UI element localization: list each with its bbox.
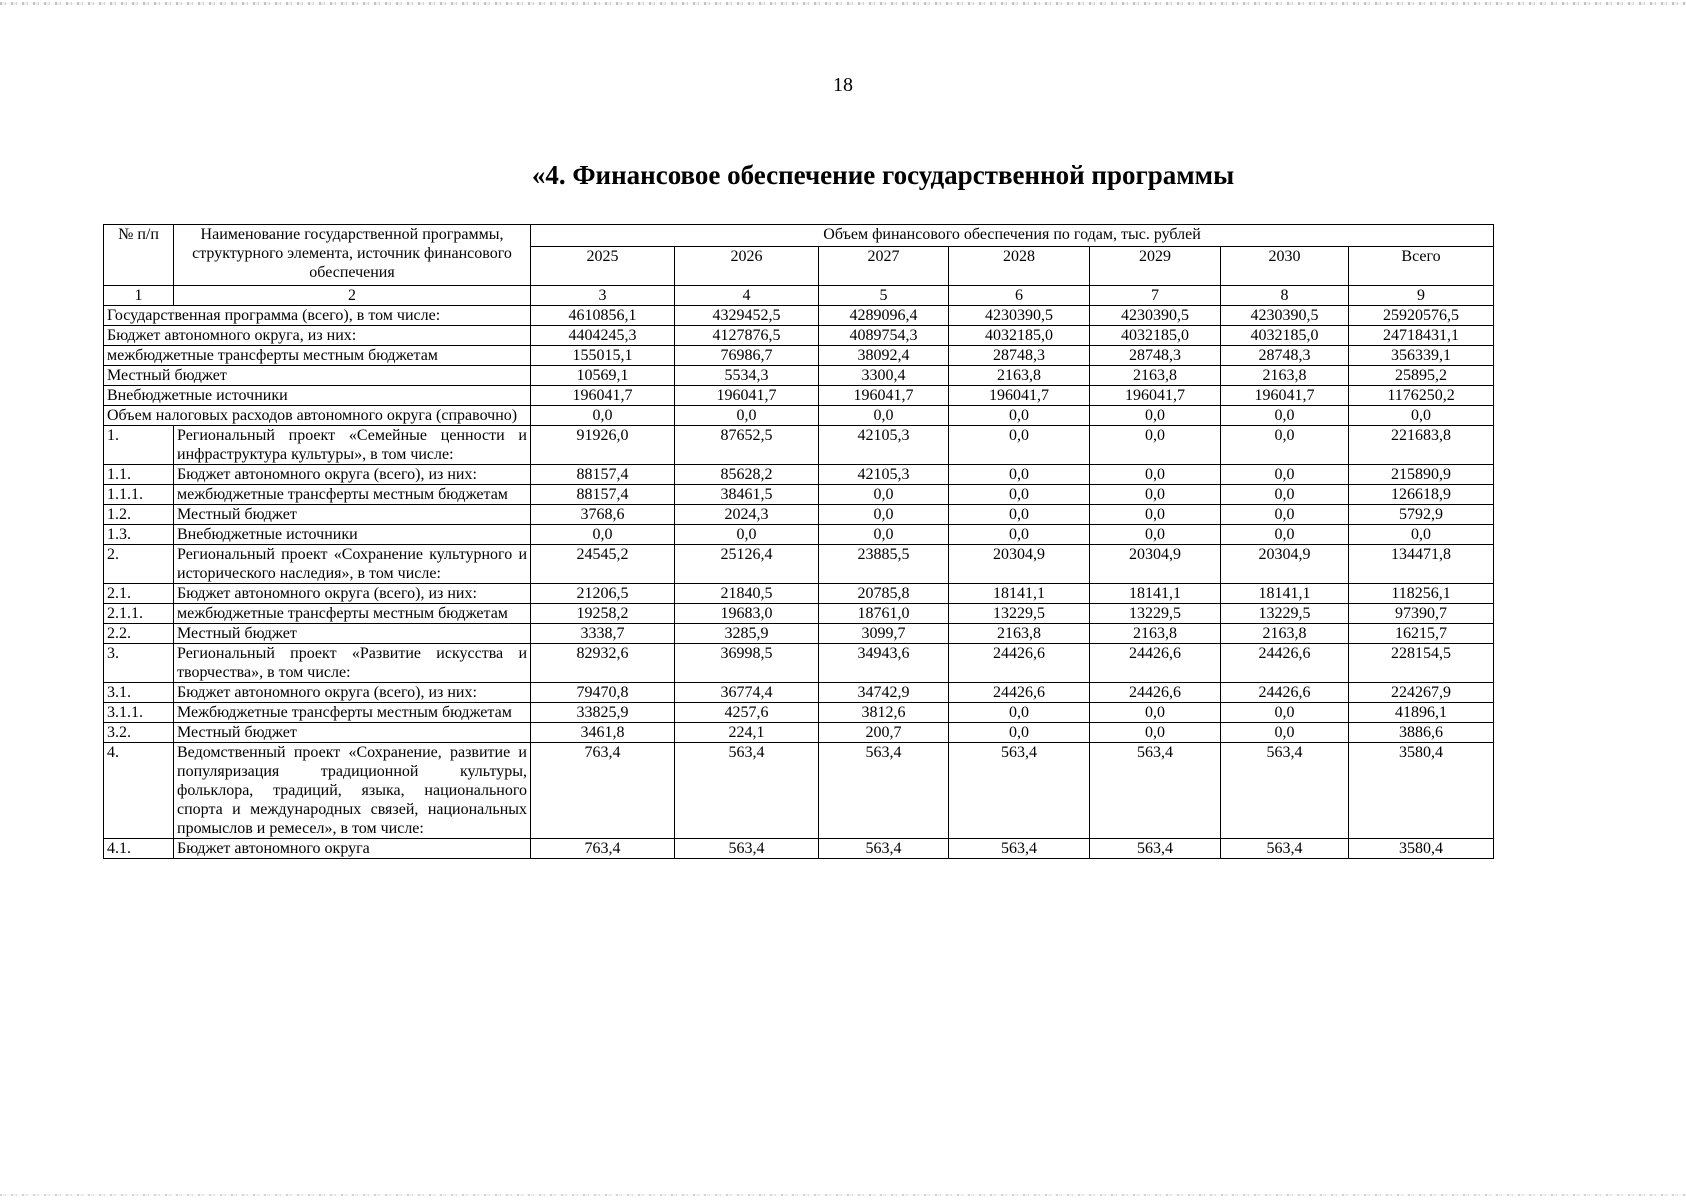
row-value: 126618,9 bbox=[1349, 485, 1494, 505]
table-column-numbers-row bbox=[104, 286, 1494, 306]
row-value: 0,0 bbox=[1090, 525, 1221, 545]
summary-value: 76986,7 bbox=[675, 346, 819, 366]
row-value: 563,4 bbox=[675, 839, 819, 859]
row-value: 0,0 bbox=[1221, 525, 1349, 545]
row-value: 24426,6 bbox=[949, 683, 1090, 703]
summary-value: 4032185,0 bbox=[949, 326, 1090, 346]
row-value: 3338,7 bbox=[531, 624, 675, 644]
row-value: 0,0 bbox=[949, 485, 1090, 505]
summary-value: 4610856,1 bbox=[531, 306, 675, 326]
row-value: 763,4 bbox=[531, 839, 675, 859]
table-row bbox=[104, 584, 1494, 604]
row-number: 1.2. bbox=[104, 505, 174, 525]
row-value: 0,0 bbox=[819, 485, 949, 505]
row-value: 563,4 bbox=[949, 743, 1090, 839]
row-value: 2163,8 bbox=[1090, 624, 1221, 644]
row-value: 134471,8 bbox=[1349, 545, 1494, 584]
row-value: 563,4 bbox=[1090, 743, 1221, 839]
summary-value: 38092,4 bbox=[819, 346, 949, 366]
row-value: 20304,9 bbox=[1090, 545, 1221, 584]
row-number: 3. bbox=[104, 644, 174, 683]
row-value: 224267,9 bbox=[1349, 683, 1494, 703]
row-number: 3.1.1. bbox=[104, 703, 174, 723]
row-number: 1.1. bbox=[104, 465, 174, 485]
summary-value: 25895,2 bbox=[1349, 366, 1494, 386]
header-year-2: 2027 bbox=[819, 247, 949, 286]
table-row bbox=[104, 723, 1494, 743]
row-value: 0,0 bbox=[949, 703, 1090, 723]
summary-value: 0,0 bbox=[1090, 406, 1221, 426]
row-value: 118256,1 bbox=[1349, 584, 1494, 604]
summary-value: 28748,3 bbox=[1221, 346, 1349, 366]
header-year-0: 2025 bbox=[531, 247, 675, 286]
row-value: 0,0 bbox=[1090, 465, 1221, 485]
row-name: Местный бюджет bbox=[174, 505, 531, 525]
row-value: 87652,5 bbox=[675, 426, 819, 465]
row-value: 23885,5 bbox=[819, 545, 949, 584]
summary-value: 4032185,0 bbox=[1221, 326, 1349, 346]
row-value: 0,0 bbox=[1221, 723, 1349, 743]
column-number-2: 2 bbox=[174, 286, 531, 306]
summary-value: 4089754,3 bbox=[819, 326, 949, 346]
summary-value: 4230390,5 bbox=[1221, 306, 1349, 326]
row-value: 0,0 bbox=[1221, 426, 1349, 465]
row-value: 563,4 bbox=[1221, 839, 1349, 859]
table-row bbox=[104, 485, 1494, 505]
row-number: 4.1. bbox=[104, 839, 174, 859]
row-value: 18761,0 bbox=[819, 604, 949, 624]
row-value: 24426,6 bbox=[949, 644, 1090, 683]
row-value: 563,4 bbox=[675, 743, 819, 839]
summary-value: 28748,3 bbox=[949, 346, 1090, 366]
summary-value: 4404245,3 bbox=[531, 326, 675, 346]
row-number: 1.1.1. bbox=[104, 485, 174, 505]
summary-value: 196041,7 bbox=[1090, 386, 1221, 406]
row-value: 0,0 bbox=[819, 505, 949, 525]
table-row bbox=[104, 465, 1494, 485]
header-year-3: 2028 bbox=[949, 247, 1090, 286]
column-number-8: 8 bbox=[1221, 286, 1349, 306]
row-value: 36774,4 bbox=[675, 683, 819, 703]
row-value: 20304,9 bbox=[949, 545, 1090, 584]
summary-row bbox=[104, 406, 1494, 426]
row-value: 0,0 bbox=[1221, 485, 1349, 505]
row-value: 563,4 bbox=[1090, 839, 1221, 859]
row-value: 13229,5 bbox=[1090, 604, 1221, 624]
row-value: 38461,5 bbox=[675, 485, 819, 505]
row-value: 13229,5 bbox=[1221, 604, 1349, 624]
header-num: № п/п bbox=[104, 225, 174, 286]
summary-value: 4032185,0 bbox=[1090, 326, 1221, 346]
summary-value: 0,0 bbox=[675, 406, 819, 426]
row-value: 34742,9 bbox=[819, 683, 949, 703]
row-value: 0,0 bbox=[1090, 505, 1221, 525]
row-value: 21206,5 bbox=[531, 584, 675, 604]
summary-value: 196041,7 bbox=[949, 386, 1090, 406]
row-value: 24426,6 bbox=[1221, 683, 1349, 703]
row-value: 42105,3 bbox=[819, 426, 949, 465]
row-value: 0,0 bbox=[1221, 505, 1349, 525]
row-value: 41896,1 bbox=[1349, 703, 1494, 723]
summary-value: 4127876,5 bbox=[675, 326, 819, 346]
summary-value: 0,0 bbox=[531, 406, 675, 426]
header-group: Объем финансового обеспечения по годам, тыс. рублей bbox=[531, 225, 1494, 247]
summary-value: 4230390,5 bbox=[949, 306, 1090, 326]
column-number-5: 5 bbox=[819, 286, 949, 306]
row-value: 97390,7 bbox=[1349, 604, 1494, 624]
row-value: 18141,1 bbox=[1090, 584, 1221, 604]
summary-value: 0,0 bbox=[1221, 406, 1349, 426]
row-value: 3099,7 bbox=[819, 624, 949, 644]
row-name: Бюджет автономного округа (всего), из них: bbox=[174, 465, 531, 485]
row-name: Бюджет автономного округа (всего), из них: bbox=[174, 683, 531, 703]
summary-row bbox=[104, 366, 1494, 386]
table-row bbox=[104, 545, 1494, 584]
row-name: Региональный проект «Семейные ценности и инфраструктура культуры», в том числе: bbox=[174, 426, 531, 465]
summary-row-name: Внебюджетные источники bbox=[104, 386, 531, 406]
row-value: 82932,6 bbox=[531, 644, 675, 683]
row-value: 24426,6 bbox=[1090, 683, 1221, 703]
table-row bbox=[104, 683, 1494, 703]
header-year-6: Всего bbox=[1349, 247, 1494, 286]
row-name: Межбюджетные трансферты местным бюджетам bbox=[174, 703, 531, 723]
row-value: 21840,5 bbox=[675, 584, 819, 604]
table-row bbox=[104, 743, 1494, 839]
row-value: 0,0 bbox=[1090, 723, 1221, 743]
table-row bbox=[104, 839, 1494, 859]
row-value: 3461,8 bbox=[531, 723, 675, 743]
summary-value: 5534,3 bbox=[675, 366, 819, 386]
row-name: межбюджетные трансферты местным бюджетам bbox=[174, 485, 531, 505]
table-row bbox=[104, 624, 1494, 644]
table-header-row-1 bbox=[104, 225, 1494, 247]
row-number: 3.1. bbox=[104, 683, 174, 703]
row-value: 763,4 bbox=[531, 743, 675, 839]
summary-row-name: Местный бюджет bbox=[104, 366, 531, 386]
row-value: 20785,8 bbox=[819, 584, 949, 604]
summary-value: 4230390,5 bbox=[1090, 306, 1221, 326]
row-value: 0,0 bbox=[949, 465, 1090, 485]
row-value: 91926,0 bbox=[531, 426, 675, 465]
row-name: Местный бюджет bbox=[174, 624, 531, 644]
table-row bbox=[104, 644, 1494, 683]
column-number-9: 9 bbox=[1349, 286, 1494, 306]
summary-value: 2163,8 bbox=[949, 366, 1090, 386]
column-number-1: 1 bbox=[104, 286, 174, 306]
row-number: 2. bbox=[104, 545, 174, 584]
summary-value: 25920576,5 bbox=[1349, 306, 1494, 326]
row-value: 4257,6 bbox=[675, 703, 819, 723]
column-number-7: 7 bbox=[1090, 286, 1221, 306]
header-year-5: 2030 bbox=[1221, 247, 1349, 286]
summary-value: 356339,1 bbox=[1349, 346, 1494, 366]
row-value: 24426,6 bbox=[1090, 644, 1221, 683]
summary-value: 2163,8 bbox=[1090, 366, 1221, 386]
row-value: 0,0 bbox=[675, 525, 819, 545]
summary-row-name: Объем налоговых расходов автономного округа (справочно) bbox=[104, 406, 531, 426]
summary-value: 10569,1 bbox=[531, 366, 675, 386]
row-value: 3580,4 bbox=[1349, 743, 1494, 839]
row-name: Внебюджетные источники bbox=[174, 525, 531, 545]
row-value: 5792,9 bbox=[1349, 505, 1494, 525]
column-number-6: 6 bbox=[949, 286, 1090, 306]
row-value: 563,4 bbox=[819, 743, 949, 839]
summary-row bbox=[104, 386, 1494, 406]
summary-row bbox=[104, 326, 1494, 346]
row-value: 0,0 bbox=[1090, 485, 1221, 505]
summary-value: 0,0 bbox=[949, 406, 1090, 426]
row-value: 215890,9 bbox=[1349, 465, 1494, 485]
row-value: 13229,5 bbox=[949, 604, 1090, 624]
row-value: 2163,8 bbox=[1221, 624, 1349, 644]
summary-value: 196041,7 bbox=[675, 386, 819, 406]
table-row bbox=[104, 426, 1494, 465]
header-name: Наименование государственной программы, структурного элемента, источник финансового обеспечения bbox=[174, 225, 531, 286]
row-number: 3.2. bbox=[104, 723, 174, 743]
row-value: 0,0 bbox=[949, 426, 1090, 465]
row-value: 0,0 bbox=[819, 525, 949, 545]
column-number-3: 3 bbox=[531, 286, 675, 306]
row-name: межбюджетные трансферты местным бюджетам bbox=[174, 604, 531, 624]
row-value: 88157,4 bbox=[531, 465, 675, 485]
row-number: 2.1. bbox=[104, 584, 174, 604]
row-value: 0,0 bbox=[1221, 465, 1349, 485]
row-value: 563,4 bbox=[1221, 743, 1349, 839]
table-row bbox=[104, 604, 1494, 624]
row-name: Ведомственный проект «Сохранение, развитие и популяризация традиционной культуры, фольклора, традиций, языка, национального спорта и международных связей, национальных промыслов и ремесел», в том числе: bbox=[174, 743, 531, 839]
row-value: 0,0 bbox=[1221, 703, 1349, 723]
summary-value: 0,0 bbox=[1349, 406, 1494, 426]
row-name: Региональный проект «Сохранение культурного и исторического наследия», в том числе: bbox=[174, 545, 531, 584]
row-value: 0,0 bbox=[949, 723, 1090, 743]
row-value: 34943,6 bbox=[819, 644, 949, 683]
row-value: 24545,2 bbox=[531, 545, 675, 584]
header-year-1: 2026 bbox=[675, 247, 819, 286]
header-year-4: 2029 bbox=[1090, 247, 1221, 286]
row-value: 85628,2 bbox=[675, 465, 819, 485]
summary-value: 3300,4 bbox=[819, 366, 949, 386]
summary-row bbox=[104, 306, 1494, 326]
summary-value: 4329452,5 bbox=[675, 306, 819, 326]
summary-value: 155015,1 bbox=[531, 346, 675, 366]
table-row bbox=[104, 505, 1494, 525]
summary-value: 196041,7 bbox=[531, 386, 675, 406]
row-value: 224,1 bbox=[675, 723, 819, 743]
row-number: 1. bbox=[104, 426, 174, 465]
scan-edge-bottom bbox=[0, 1194, 1686, 1196]
summary-value: 24718431,1 bbox=[1349, 326, 1494, 346]
row-value: 0,0 bbox=[1090, 426, 1221, 465]
column-number-4: 4 bbox=[675, 286, 819, 306]
row-value: 19258,2 bbox=[531, 604, 675, 624]
scan-edge-top bbox=[0, 2, 1686, 5]
summary-value: 1176250,2 bbox=[1349, 386, 1494, 406]
summary-value: 28748,3 bbox=[1090, 346, 1221, 366]
summary-row bbox=[104, 346, 1494, 366]
row-value: 0,0 bbox=[1349, 525, 1494, 545]
row-value: 19683,0 bbox=[675, 604, 819, 624]
summary-value: 196041,7 bbox=[1221, 386, 1349, 406]
table-row bbox=[104, 703, 1494, 723]
row-name: Бюджет автономного округа bbox=[174, 839, 531, 859]
row-value: 3580,4 bbox=[1349, 839, 1494, 859]
row-value: 16215,7 bbox=[1349, 624, 1494, 644]
row-value: 0,0 bbox=[531, 525, 675, 545]
row-value: 0,0 bbox=[1090, 703, 1221, 723]
row-name: Региональный проект «Развитие искусства и творчества», в том числе: bbox=[174, 644, 531, 683]
summary-row-name: межбюджетные трансферты местным бюджетам bbox=[104, 346, 531, 366]
row-value: 3886,6 bbox=[1349, 723, 1494, 743]
row-value: 3812,6 bbox=[819, 703, 949, 723]
row-value: 563,4 bbox=[819, 839, 949, 859]
row-value: 88157,4 bbox=[531, 485, 675, 505]
row-value: 79470,8 bbox=[531, 683, 675, 703]
summary-value: 4289096,4 bbox=[819, 306, 949, 326]
row-number: 2.1.1. bbox=[104, 604, 174, 624]
row-value: 2163,8 bbox=[949, 624, 1090, 644]
summary-row-name: Государственная программа (всего), в том числе: bbox=[104, 306, 531, 326]
summary-value: 196041,7 bbox=[819, 386, 949, 406]
summary-value: 0,0 bbox=[819, 406, 949, 426]
row-value: 18141,1 bbox=[949, 584, 1090, 604]
row-value: 3285,9 bbox=[675, 624, 819, 644]
row-value: 2024,3 bbox=[675, 505, 819, 525]
summary-row-name: Бюджет автономного округа, из них: bbox=[104, 326, 531, 346]
row-value: 0,0 bbox=[949, 525, 1090, 545]
row-value: 221683,8 bbox=[1349, 426, 1494, 465]
row-number: 2.2. bbox=[104, 624, 174, 644]
document-title: «4. Финансовое обеспечение государственной программы bbox=[531, 160, 1235, 190]
row-value: 36998,5 bbox=[675, 644, 819, 683]
row-name: Местный бюджет bbox=[174, 723, 531, 743]
row-value: 0,0 bbox=[949, 505, 1090, 525]
row-value: 25126,4 bbox=[675, 545, 819, 584]
row-value: 3768,6 bbox=[531, 505, 675, 525]
row-value: 20304,9 bbox=[1221, 545, 1349, 584]
row-value: 228154,5 bbox=[1349, 644, 1494, 683]
page-number: 18 bbox=[833, 74, 853, 96]
row-value: 24426,6 bbox=[1221, 644, 1349, 683]
row-name: Бюджет автономного округа (всего), из них: bbox=[174, 584, 531, 604]
row-value: 200,7 bbox=[819, 723, 949, 743]
row-value: 42105,3 bbox=[819, 465, 949, 485]
financing-table bbox=[103, 224, 1494, 859]
row-value: 33825,9 bbox=[531, 703, 675, 723]
row-number: 1.3. bbox=[104, 525, 174, 545]
row-number: 4. bbox=[104, 743, 174, 839]
summary-value: 2163,8 bbox=[1221, 366, 1349, 386]
table-row bbox=[104, 525, 1494, 545]
row-value: 18141,1 bbox=[1221, 584, 1349, 604]
row-value: 563,4 bbox=[949, 839, 1090, 859]
